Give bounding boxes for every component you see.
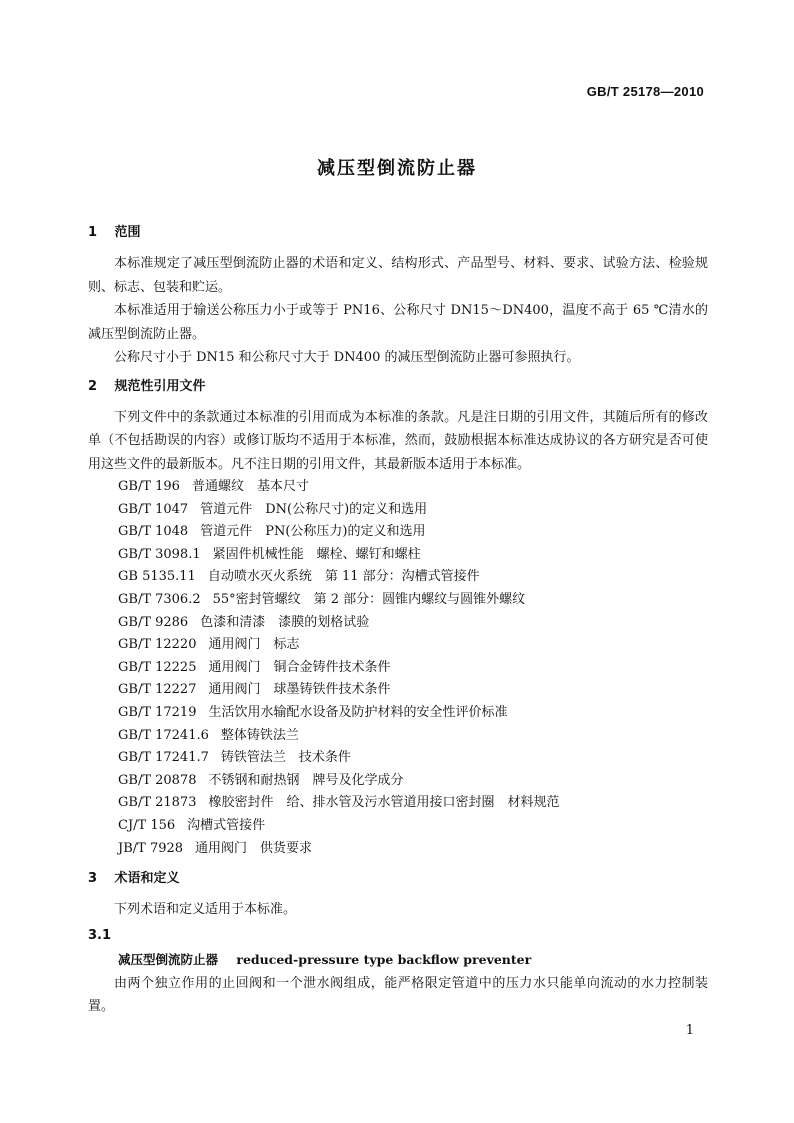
reference-item [88,725,708,748]
reference-code: GB/T 7306.2 [118,591,201,607]
reference-item [88,792,708,815]
reference-item [88,702,708,725]
reference-item [88,770,708,793]
reference-title: 管道元件 PN(公称压力)的定义和选用 [200,524,426,540]
section-heading-terms [88,868,708,890]
reference-code: GB 5135.11 [118,569,196,585]
reference-code: GB/T 1047 [118,501,189,517]
section-title: 范围 [114,225,141,240]
reference-item [88,634,708,657]
reference-item [88,476,708,499]
term-definition: 由两个独立作用的止回阀和一个泄水阀组成，能严格限定管道中的压力水只能单向流动的水力控制装置。 [88,975,708,1015]
term-entry [88,948,708,972]
section-number: 2 [88,378,98,394]
reference-title: 通用阀门 球墨铸铁件技术条件 [208,682,391,698]
reference-item [88,747,708,770]
reference-title: 沟槽式管接件 [187,817,266,833]
reference-code: CJ/T 156 [118,817,176,833]
reference-item [88,612,708,635]
reference-item [88,679,708,702]
reference-code: GB/T 17241.6 [118,727,209,743]
reference-title: 生活饮用水输配水设备及防护材料的安全性评价标准 [208,704,508,720]
section-heading-references [88,376,708,398]
reference-item [88,499,708,522]
page-number: 1 [685,1023,694,1038]
section-heading-scope [88,222,708,244]
reference-item [88,544,708,567]
reference-title: 通用阀门 铜合金铸件技术条件 [208,659,391,675]
reference-item [88,566,708,589]
reference-code: GB/T 9286 [118,614,189,630]
reference-title: 55°密封管螺纹 第 2 部分：圆锥内螺纹与圆锥外螺纹 [212,591,526,607]
reference-title: 紧固件机械性能 螺栓、螺钉和螺柱 [212,546,421,562]
reference-title: 普通螺纹 基本尺寸 [191,479,309,494]
section-number: 1 [88,225,98,240]
reference-code: JB/T 7928 [118,840,184,856]
reference-code: GB/T 20878 [118,772,197,788]
paragraph: 公称尺寸小于 DN15 和公称尺寸大于 DN400 的减压型倒流防止器可参照执行。 [114,350,580,365]
section-title: 术语和定义 [114,871,180,887]
reference-code: GB/T 1048 [118,524,189,540]
reference-code: GB/T 17241.7 [118,750,209,766]
reference-code: GB/T 12227 [118,682,197,698]
reference-title: 管道元件 DN(公称尺寸)的定义和选用 [200,501,428,517]
document-title: 减压型倒流防止器 [317,158,477,179]
reference-title: 自动喷水灭火系统 第 11 部分：沟槽式管接件 [207,569,480,585]
reference-code: GB/T 12220 [118,637,197,653]
reference-title: 通用阀门 供货要求 [195,840,313,856]
reference-title: 色漆和清漆 漆膜的划格试验 [200,614,370,630]
term-chinese: 减压型倒流防止器 [118,951,219,967]
reference-code: GB/T 196 [118,479,180,494]
reference-title: 铸铁管法兰 技术条件 [220,750,351,766]
reference-list [88,476,708,860]
section-number: 3 [88,871,98,887]
reference-item [88,815,708,838]
section-title: 规范性引用文件 [114,378,206,394]
reference-item [88,657,708,680]
reference-code: GB/T 3098.1 [118,546,201,562]
reference-title: 整体铸铁法兰 [220,727,299,743]
paragraph: 下列文件中的条款通过本标准的引用而成为本标准的条款。凡是注日期的引用文件，其随后所有的修改单（不包括勘误的内容）或修订版均不适用于本标准，然而，鼓励根据本标准达成协议的各方研究是否可使用这些文件的最新版本。凡不注日期的引用文件，其最新版本适用于本标准。 [88,409,708,472]
reference-code: GB/T 21873 [118,795,197,811]
reference-item [88,521,708,544]
reference-item [88,589,708,612]
reference-code: GB/T 17219 [118,704,197,720]
standard-code: GB/T 25178—2010 [586,84,704,99]
term-number: 3.1 [88,927,112,943]
term-english: reduced-pressure type backflow preventer [236,951,532,967]
reference-title: 橡胶密封件 给、排水管及污水管道用接口密封圈 材料规范 [208,795,560,811]
paragraph: 本标准适用于输送公称压力小于或等于 PN16、公称尺寸 DN15～DN400，温度不高于 65 ℃清水的减压型倒流防止器。 [88,303,708,342]
reference-title: 不锈钢和耐热钢 牌号及化学成分 [208,772,404,788]
document-body [88,222,708,1019]
reference-code: GB/T 12225 [118,659,197,675]
paragraph: 下列术语和定义适用于本标准。 [114,902,297,918]
reference-title: 通用阀门 标志 [208,637,300,653]
paragraph: 本标准规定了减压型倒流防止器的术语和定义、结构形式、产品型号、材料、要求、试验方法、检验规则、标志、包装和贮运。 [88,256,708,295]
reference-item [88,838,708,861]
